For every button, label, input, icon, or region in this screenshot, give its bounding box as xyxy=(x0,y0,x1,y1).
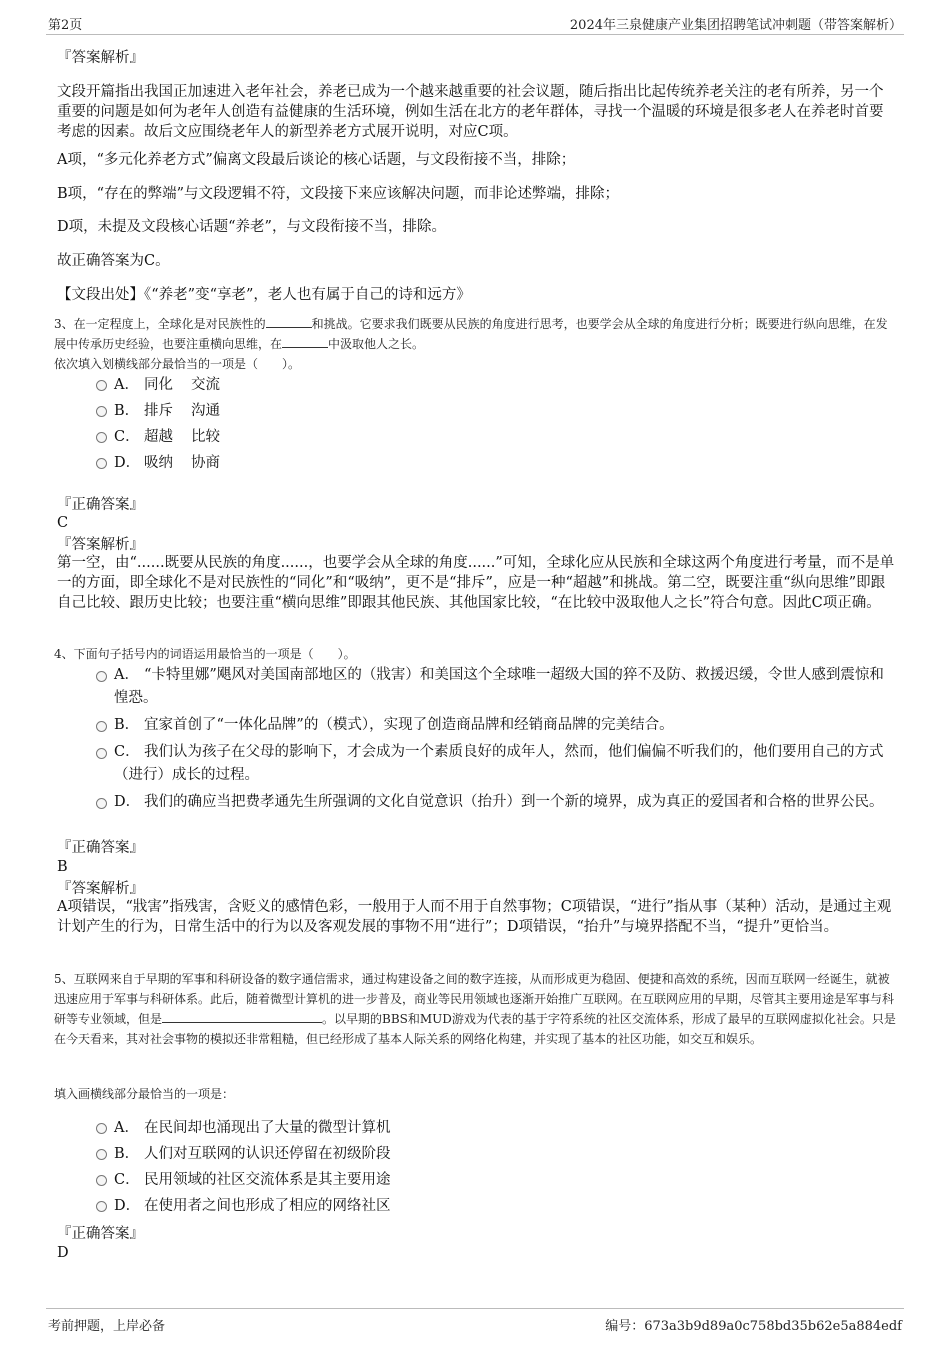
q4-option-a[interactable]: A． “卡特里娜”飓风对美国南部地区的（戕害）和美国这个全球唯一超级大国的猝不及防、救援迟缓，令世人感到震惊和惶恐。 xyxy=(96,664,886,710)
q2-analysis-option-d: D项，未提及文段核心话题“养老”，与文段衔接不当，排除。 xyxy=(57,219,446,235)
q3-option-a[interactable]: A． 同化 交流 xyxy=(96,372,886,398)
q3-options xyxy=(96,372,886,476)
radio-button[interactable] xyxy=(96,798,107,809)
q5-answer-title: 『正确答案』 xyxy=(57,1226,144,1242)
q4-options xyxy=(96,664,886,818)
q4-option-b[interactable]: B． 宜家首创了“一体化品牌”的（模式），实现了创造商品牌和经销商品牌的完美结合。 xyxy=(96,714,886,737)
q3-stem-part-b: 和挑战。它要求我们既要从民族的角度进行思考，也要学会从全球的角度进行分析；既要进行纵向思维，在发展中传承历史经验，也要注重横向思维，在 xyxy=(54,317,888,351)
radio-button[interactable] xyxy=(96,458,107,469)
q3-blank-1 xyxy=(266,327,312,328)
page-number: 第2页 xyxy=(48,18,83,33)
radio-button[interactable] xyxy=(96,432,107,443)
q4-analysis: A项错误，“戕害”指残害，含贬义的感情色彩，一般用于人而不用于自然事物；C项错误，“进行”指从事（某种）活动，是通过主观计划产生的行为，日常生活中的行为以及客观发展的事物不用“进行”；D项错误，“抬升”与境界搭配不当，“提升”更恰当。 xyxy=(57,899,892,935)
q3-option-c[interactable]: C． 超越 比较 xyxy=(96,424,886,450)
page-header xyxy=(46,14,904,35)
q5-option-d[interactable]: D． 在使用者之间也形成了相应的网络社区 xyxy=(96,1193,886,1219)
radio-button[interactable] xyxy=(96,1123,107,1134)
radio-button[interactable] xyxy=(96,406,107,417)
q2-analysis-title: 『答案解析』 xyxy=(57,50,144,66)
q5-option-a[interactable]: A． 在民间却也涌现出了大量的微型计算机 xyxy=(96,1115,886,1141)
q4-analysis-title: 『答案解析』 xyxy=(57,881,144,897)
q5-blank xyxy=(162,1022,322,1023)
radio-button[interactable] xyxy=(96,721,107,732)
document-title: 2024年三泉健康产业集团招聘笔试冲刺题（带答案解析） xyxy=(569,18,902,33)
q3-answer: C xyxy=(57,515,69,531)
q3-instruction: 依次填入划横线部分最恰当的一项是（ ）。 xyxy=(54,357,301,371)
q2-analysis-paragraph: 文段开篇指出我国正加速进入老年社会，养老已成为一个越来越重要的社会议题，随后指出比起传统养老关注的老有所养，另一个重要的问题是如何为老年人创造有益健康的生活环境，例如生活在北方的老年群体，寻找一个温暖的环境是很多老人在养老时首要考虑的因素。故后文应围绕老年人的新型养老方式展开说明，对应C项。 xyxy=(57,84,884,140)
q5-option-b[interactable]: B． 人们对互联网的认识还停留在初级阶段 xyxy=(96,1141,886,1167)
radio-button[interactable] xyxy=(96,1175,107,1186)
q5-option-c[interactable]: C． 民用领域的社区交流体系是其主要用途 xyxy=(96,1167,886,1193)
q3-analysis: 第一空，由“......既要从民族的角度......，也要学会从全球的角度......”可知，全球化应从民族和全球这两个角度进行考量，而不是单一的方面，即全球化不是对民族性的“同化”和“吸纳”，更不是“排斥”，应是一种“超越”和挑战。第二空，既要注重“纵向思维”即跟自己比较、跟历史比较；也要注重“横向思维”即跟其他民族、其他国家比较，“在比较中汲取他人之长”符合句意。因此C项正确。 xyxy=(57,555,895,611)
q3-blank-2 xyxy=(282,347,328,348)
radio-button[interactable] xyxy=(96,380,107,391)
q5-instruction: 填入画横线部分最恰当的一项是： xyxy=(54,1087,235,1101)
q5-stem-part-a: 5、互联网来自于早期的军事和科研设备的数字通信需求，通过构建设备之间的数字连接，从而形成更为稳固、便捷和高效的系统，因而互联网一经诞生，就被迅速应用于军事与科研体系。此后，随着微型计算机的进一步普及，商业等民用领域也逐渐开始推广互联网。在互联网应用的早期，尽管其主要用途是军事与科研等专业领域，但是 xyxy=(54,972,895,1026)
q3-stem-part-c: 中汲取他人之长。 xyxy=(328,337,425,351)
q2-analysis-option-a: A项，“多元化养老方式”偏离文段最后谈论的核心话题，与文段衔接不当，排除； xyxy=(57,152,576,168)
document-id: 编号：673a3b9d89a0c758bd35b62e5a884edf xyxy=(605,1319,902,1334)
q3-stem xyxy=(54,314,899,374)
q3-option-b[interactable]: B． 排斥 沟通 xyxy=(96,398,886,424)
q5-stem xyxy=(54,969,899,1049)
footer-slogan: 考前押题，上岸必备 xyxy=(48,1319,166,1334)
radio-button[interactable] xyxy=(96,1201,107,1212)
q5-stem-part-b: 。以早期的BBS和MUD游戏为代表的基于字符系统的社区交流体系，形成了最早的互联网虚拟化社会。只是在今天看来，其对社会事物的模拟还非常粗糙，但已经形成了基本人际关系的网络化构建，并实现了基本的社区功能，如交互和娱乐。 xyxy=(54,1012,896,1046)
q4-option-c[interactable]: C． 我们认为孩子在父母的影响下，才会成为一个素质良好的成年人，然而，他们偏偏不听我们的，他们要用自己的方式（进行）成长的过程。 xyxy=(96,741,886,787)
radio-button[interactable] xyxy=(96,671,107,682)
q3-option-d[interactable]: D． 吸纳 协商 xyxy=(96,450,886,476)
q2-analysis-option-b: B项，“存在的弊端”与文段逻辑不符，文段接下来应该解决问题，而非论述弊端，排除； xyxy=(57,186,619,202)
q2-source: 【文段出处】《“养老”变“享老”，老人也有属于自己的诗和远方》 xyxy=(57,287,471,303)
q4-answer-title: 『正确答案』 xyxy=(57,840,144,856)
q4-stem: 4、下面句子括号内的词语运用最恰当的一项是（ ）。 xyxy=(54,647,356,661)
radio-button[interactable] xyxy=(96,748,107,759)
q2-conclusion: 故正确答案为C。 xyxy=(57,253,170,269)
q3-answer-title: 『正确答案』 xyxy=(57,497,144,513)
page-footer xyxy=(46,1308,904,1339)
q4-answer: B xyxy=(57,859,68,875)
radio-button[interactable] xyxy=(96,1149,107,1160)
q3-analysis-title: 『答案解析』 xyxy=(57,537,144,553)
q5-options xyxy=(96,1115,886,1219)
q3-stem-part-a: 3、在一定程度上，全球化是对民族性的 xyxy=(54,317,266,331)
q4-option-d[interactable]: D． 我们的确应当把费孝通先生所强调的文化自觉意识（抬升）到一个新的境界，成为真正的爱国者和合格的世界公民。 xyxy=(96,791,886,814)
q5-answer: D xyxy=(57,1245,69,1261)
